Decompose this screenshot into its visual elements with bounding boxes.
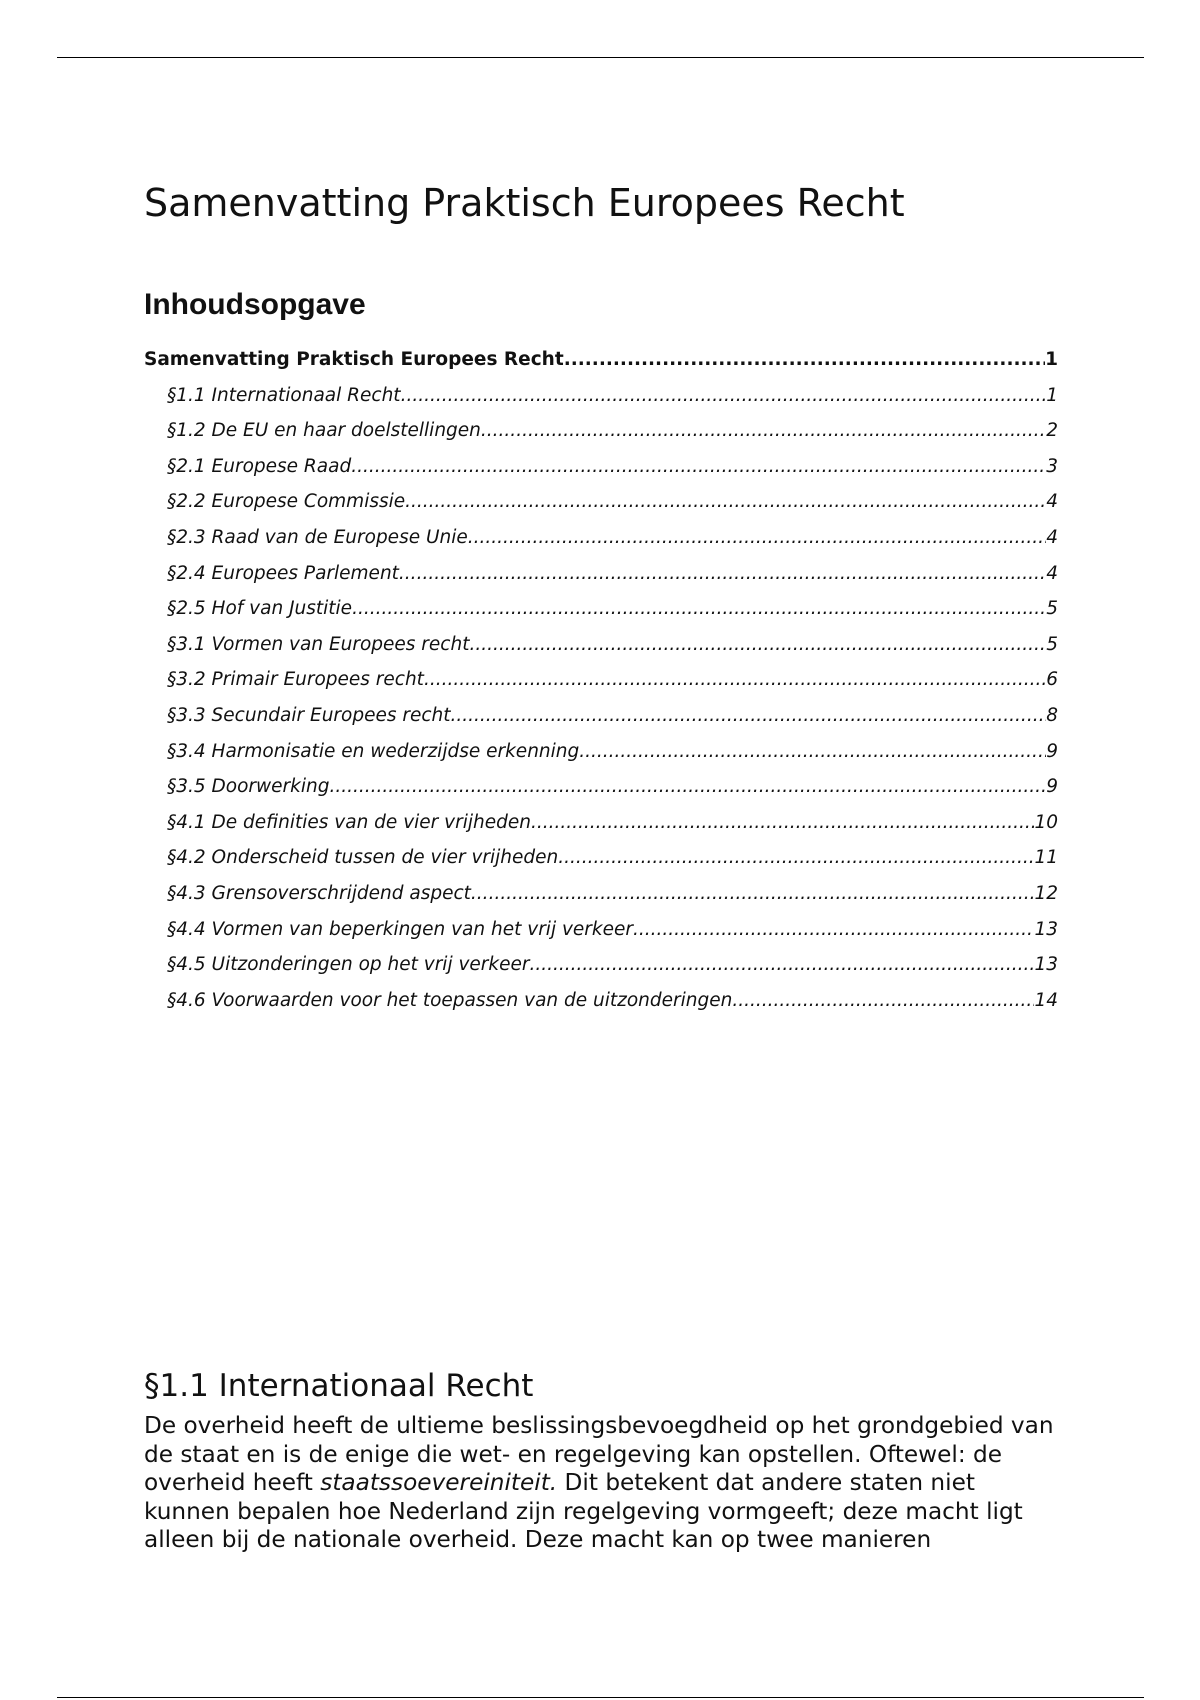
toc-entry[interactable] — [144, 413, 1058, 449]
toc-entry-page: 1 — [1046, 384, 1058, 406]
toc-leader-dots — [399, 556, 1046, 592]
footer-rule — [57, 1697, 1144, 1698]
toc-entry-label: §3.3 Secundair Europees recht — [167, 704, 451, 726]
toc-entry[interactable] — [144, 484, 1058, 520]
toc-entry[interactable] — [144, 840, 1058, 876]
toc-entry-label: §4.1 De definities van de vier vrijheden — [167, 811, 531, 833]
toc-entry[interactable] — [144, 591, 1058, 627]
toc-entry[interactable] — [144, 734, 1058, 770]
toc-entry[interactable] — [144, 912, 1058, 948]
toc-entry[interactable] — [144, 769, 1058, 805]
toc-entry-label: §1.2 De EU en haar doelstellingen — [167, 420, 481, 442]
toc-heading: Inhoudsopgave — [144, 288, 366, 321]
toc-entry-label: §2.5 Hof van Justitie — [167, 598, 353, 620]
toc-entry-label: §4.2 Onderscheid tussen de vier vrijheden — [167, 847, 559, 869]
toc-entry-label: §3.5 Doorwerking — [167, 776, 330, 798]
toc-entry-page: 10 — [1034, 811, 1058, 833]
toc-entry-page: 5 — [1046, 633, 1058, 655]
toc-entry-label: §4.4 Vormen van beperkingen van het vrij verkeer — [167, 918, 633, 940]
toc-entry[interactable] — [144, 520, 1058, 556]
toc-entry-page: 2 — [1046, 420, 1058, 442]
toc-entry[interactable] — [144, 449, 1058, 485]
toc-leader-dots — [481, 413, 1046, 449]
toc-leader-dots — [471, 876, 1035, 912]
toc-entry[interactable] — [144, 983, 1058, 1019]
section-body — [144, 1412, 1064, 1555]
header-rule — [57, 57, 1144, 58]
toc-leader-dots — [329, 769, 1046, 805]
body-text-start: De overheid heeft de ultieme beslissingsbevoegdheid op het grondgebied van de staat en is de enige die wet- en regelgeving kan opstellen. Oftewel: de overheid heeft — [144, 1412, 1054, 1496]
toc-leader-dots — [424, 662, 1046, 698]
toc-entry-page: 14 — [1034, 989, 1058, 1011]
toc-leader-dots — [633, 912, 1034, 948]
toc-entry-label: §2.3 Raad van de Europese Unie — [167, 526, 468, 548]
section-heading: §1.1 Internationaal Recht — [144, 1368, 534, 1404]
toc-entry[interactable] — [144, 947, 1058, 983]
toc-leader-dots — [469, 627, 1046, 663]
toc-leader-dots — [351, 449, 1046, 485]
toc-entry[interactable] — [144, 698, 1058, 734]
toc-entry-page: 13 — [1034, 918, 1058, 940]
body-emphasis: staatssoevereiniteit. — [320, 1469, 558, 1496]
toc-leader-dots — [579, 734, 1046, 770]
body-text-end: Dit betekent dat andere staten niet kunnen bepalen hoe Nederland zijn regelgeving vormgeeft; deze macht ligt alleen bij de nationale overheid. Deze macht kan op twee manieren — [144, 1469, 1023, 1553]
toc-entry[interactable] — [144, 876, 1058, 912]
toc-entry-label: §3.1 Vormen van Europees recht — [167, 633, 470, 655]
toc-entry-page: 12 — [1034, 882, 1058, 904]
toc-entry-page: 3 — [1046, 455, 1058, 477]
toc-entry-page: 9 — [1046, 740, 1058, 762]
toc-leader-dots — [558, 840, 1034, 876]
toc-entry-label: §2.1 Europese Raad — [167, 455, 352, 477]
toc-leader-dots — [352, 591, 1046, 627]
toc-entry-label: §3.4 Harmonisatie en wederzijdse erkenning — [167, 740, 580, 762]
toc-entry-page: 13 — [1034, 954, 1058, 976]
toc-entry-label: §2.2 Europese Commissie — [167, 491, 406, 513]
toc-entry-page: 8 — [1046, 704, 1058, 726]
toc-leader-dots — [529, 947, 1034, 983]
toc-entry-page: 6 — [1046, 669, 1058, 691]
toc-entry-label: Samenvatting Praktisch Europees Recht — [144, 349, 564, 370]
toc-entry[interactable] — [144, 342, 1058, 378]
toc-entry-label: §4.6 Voorwaarden voor het toepassen van de uitzonderingen — [167, 989, 733, 1011]
toc-entry-page: 11 — [1034, 847, 1058, 869]
toc-leader-dots — [405, 484, 1046, 520]
document-title: Samenvatting Praktisch Europees Recht — [144, 181, 905, 225]
toc-entry-page: 9 — [1046, 776, 1058, 798]
toc-leader-dots — [401, 378, 1047, 414]
toc-entry-page: 4 — [1046, 491, 1058, 513]
table-of-contents — [144, 342, 1058, 1018]
toc-leader-dots — [732, 983, 1034, 1019]
toc-entry-label: §4.3 Grensoverschrijdend aspect — [167, 882, 471, 904]
toc-entry-page: 4 — [1046, 562, 1058, 584]
toc-leader-dots — [531, 805, 1035, 841]
toc-entry[interactable] — [144, 627, 1058, 663]
toc-entry-page: 1 — [1045, 349, 1058, 370]
toc-entry[interactable] — [144, 805, 1058, 841]
toc-entry[interactable] — [144, 378, 1058, 414]
toc-leader-dots — [564, 342, 1045, 378]
toc-entry-label: §1.1 Internationaal Recht — [167, 384, 401, 406]
toc-entry[interactable] — [144, 662, 1058, 698]
toc-entry[interactable] — [144, 556, 1058, 592]
toc-leader-dots — [451, 698, 1047, 734]
toc-entry-label: §2.4 Europees Parlement — [167, 562, 399, 584]
toc-leader-dots — [468, 520, 1046, 556]
toc-entry-page: 4 — [1046, 526, 1058, 548]
toc-entry-label: §4.5 Uitzonderingen op het vrij verkeer — [167, 954, 530, 976]
toc-entry-label: §3.2 Primair Europees recht — [167, 669, 424, 691]
toc-entry-page: 5 — [1046, 598, 1058, 620]
